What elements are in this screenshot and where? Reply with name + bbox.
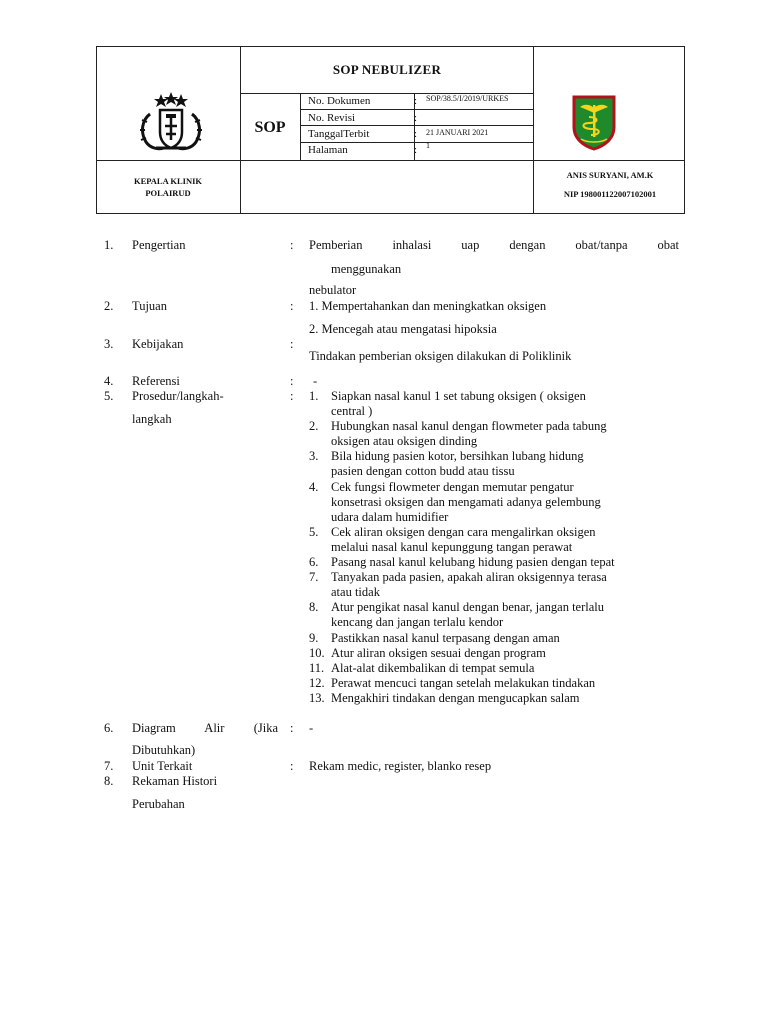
- procedure-step-text: Alat-alat dikembalikan di tempat semula: [331, 660, 535, 675]
- section-colon: :: [290, 721, 294, 735]
- procedure-step-text: Cek aliran oksigen dengan cara mengalirkan oksigen: [331, 524, 596, 539]
- procedure-step-number: 4.: [309, 479, 319, 494]
- section-number: 7.: [104, 759, 114, 773]
- section-label-unit-terkait: Unit Terkait: [132, 759, 193, 773]
- kebijakan-text: Tindakan pemberian oksigen dilakukan di Poliklinik: [309, 349, 572, 363]
- signer-name: ANIS SURYANI, AM.K: [566, 170, 654, 180]
- procedure-step-text: Pasang nasal kanul kelubang hidung pasien dengan tepat: [331, 555, 615, 570]
- procedure-step-text: pasien dengan cotton budd atau tissu: [331, 464, 515, 479]
- section-label-referensi: Referensi: [132, 374, 180, 388]
- meta-label-issue-date: TanggalTerbit: [308, 128, 370, 140]
- procedure-step-number: 13.: [309, 691, 325, 705]
- procedure-step-text: konsetrasi oksigen dan mengamati adanya gelembung: [331, 494, 601, 509]
- section-label-pengertian: Pengertian: [132, 238, 186, 252]
- procedure-step-text: atau tidak: [331, 585, 380, 600]
- procedure-step-number: 10.: [309, 645, 325, 660]
- section-number: 2.: [104, 299, 114, 313]
- meta-label-page: Halaman: [308, 144, 348, 156]
- tujuan-item-1: 1. Mempertahankan dan meningkatkan oksigen: [309, 299, 547, 313]
- section-number: 8.: [104, 774, 114, 788]
- procedure-step-text: Cek fungsi flowmeter dengan memutar pengatur: [331, 479, 574, 494]
- procedure-step-number: 3.: [309, 449, 319, 464]
- section-colon: :: [290, 374, 294, 388]
- section-label-tujuan: Tujuan: [132, 299, 167, 313]
- procedure-step-text: Mengakhiri tindakan dengan mengucapkan salam: [331, 691, 580, 705]
- procedure-step-number: 7.: [309, 570, 319, 585]
- section-colon: :: [290, 337, 294, 351]
- procedure-step-text: Siapkan nasal kanul 1 set tabung oksigen ( oksigen: [331, 389, 586, 403]
- pengertian-text-line2: menggunakan: [331, 262, 402, 276]
- meta-value-page: 1: [426, 141, 430, 150]
- left-signature-line1: KEPALA KLINIK: [133, 176, 203, 186]
- procedure-step-number: 2.: [309, 419, 319, 434]
- section-number: 6.: [104, 721, 114, 735]
- tujuan-item-2: 2. Mencegah atau mengatasi hipoksia: [309, 322, 497, 336]
- section-number: 1.: [104, 238, 114, 252]
- pengertian-text-line3: nebulator: [309, 283, 357, 297]
- section-label-diagram-line2: Dibutuhkan): [132, 743, 196, 757]
- section-label-rekaman-line1: Rekaman Histori: [132, 774, 218, 788]
- procedure-step-number: 9.: [309, 630, 319, 645]
- meta-value-issue-date: 21 JANUARI 2021: [426, 128, 489, 137]
- procedure-step-text: Atur aliran oksigen sesuai dengan program: [331, 645, 546, 660]
- unit-terkait-text: Rekam medic, register, blanko resep: [309, 759, 492, 773]
- section-number: 5.: [104, 389, 114, 403]
- section-colon: :: [290, 299, 294, 313]
- procedure-step-text: melalui nasal kanul kepunggung tangan perawat: [331, 539, 573, 554]
- referensi-text: -: [313, 374, 318, 388]
- section-colon: :: [290, 389, 294, 403]
- left-signature-line2: POLAIRUD: [145, 188, 191, 198]
- document-title: SOP NEBULIZER: [332, 62, 442, 77]
- signer-nip: NIP 198001122007102001: [563, 189, 657, 199]
- procedure-step-number: 5.: [309, 524, 319, 539]
- procedure-step-number: 1.: [309, 389, 319, 403]
- section-label-prosedur-line1: Prosedur/langkah-: [132, 389, 224, 403]
- health-emblem-logo: [571, 93, 617, 151]
- left-signature-block: [110, 175, 226, 199]
- polri-emblem-logo: [132, 92, 210, 154]
- section-number: 3.: [104, 337, 114, 351]
- procedure-step-number: 6.: [309, 555, 319, 570]
- procedure-step-text: Tanyakan pada pasien, apakah aliran oksigennya terasa: [331, 570, 607, 585]
- meta-label-revision: No. Revisi: [308, 112, 356, 124]
- section-label-rekaman-line2: Perubahan: [132, 797, 185, 811]
- procedure-step-number: 8.: [309, 600, 319, 615]
- procedure-step-number: 11.: [309, 660, 325, 675]
- procedure-step-text: central ): [331, 404, 373, 419]
- section-colon: :: [290, 759, 294, 773]
- procedure-step-text: kencang dan jangan terlalu kendor: [331, 615, 504, 630]
- procedure-step-text: Pastikkan nasal kanul terpasang dengan aman: [331, 630, 560, 645]
- section-label-prosedur-line2: langkah: [132, 412, 172, 426]
- procedure-step-text: udara dalam humidifier: [331, 509, 449, 524]
- pengertian-text-line1: Pemberian inhalasi uap dengan obat/tanpa obat: [309, 238, 679, 252]
- procedure-step-text: Perawat mencuci tangan setelah melakukan tindakan: [331, 675, 596, 690]
- procedure-step-text: Atur pengikat nasal kanul dengan benar, jangan terlalu: [331, 600, 605, 615]
- meta-label-document-number: No. Dokumen: [308, 95, 371, 107]
- procedure-step-text: oksigen atau oksigen dinding: [331, 434, 478, 449]
- procedure-step-text: Bila hidung pasien kotor, bersihkan lubang hidung: [331, 449, 584, 464]
- section-colon: :: [290, 238, 294, 252]
- section-label-kebijakan: Kebijakan: [132, 337, 184, 351]
- section-label-diagram-line1: Diagram Alir (Jika: [132, 721, 278, 735]
- procedure-step-text: Hubungkan nasal kanul dengan flowmeter pada tabung: [331, 419, 607, 434]
- diagram-text: -: [309, 721, 314, 735]
- right-signature-block: [536, 169, 684, 200]
- meta-sep: :: [414, 112, 418, 124]
- procedure-step-number: 12.: [309, 675, 325, 690]
- meta-value-document-number: SOP/38.5/I/2019/URKES: [426, 94, 509, 103]
- meta-sep: :: [414, 128, 418, 140]
- meta-sep: :: [414, 95, 418, 107]
- sop-label: SOP: [254, 119, 286, 136]
- meta-sep: :: [414, 144, 418, 156]
- section-number: 4.: [104, 374, 114, 388]
